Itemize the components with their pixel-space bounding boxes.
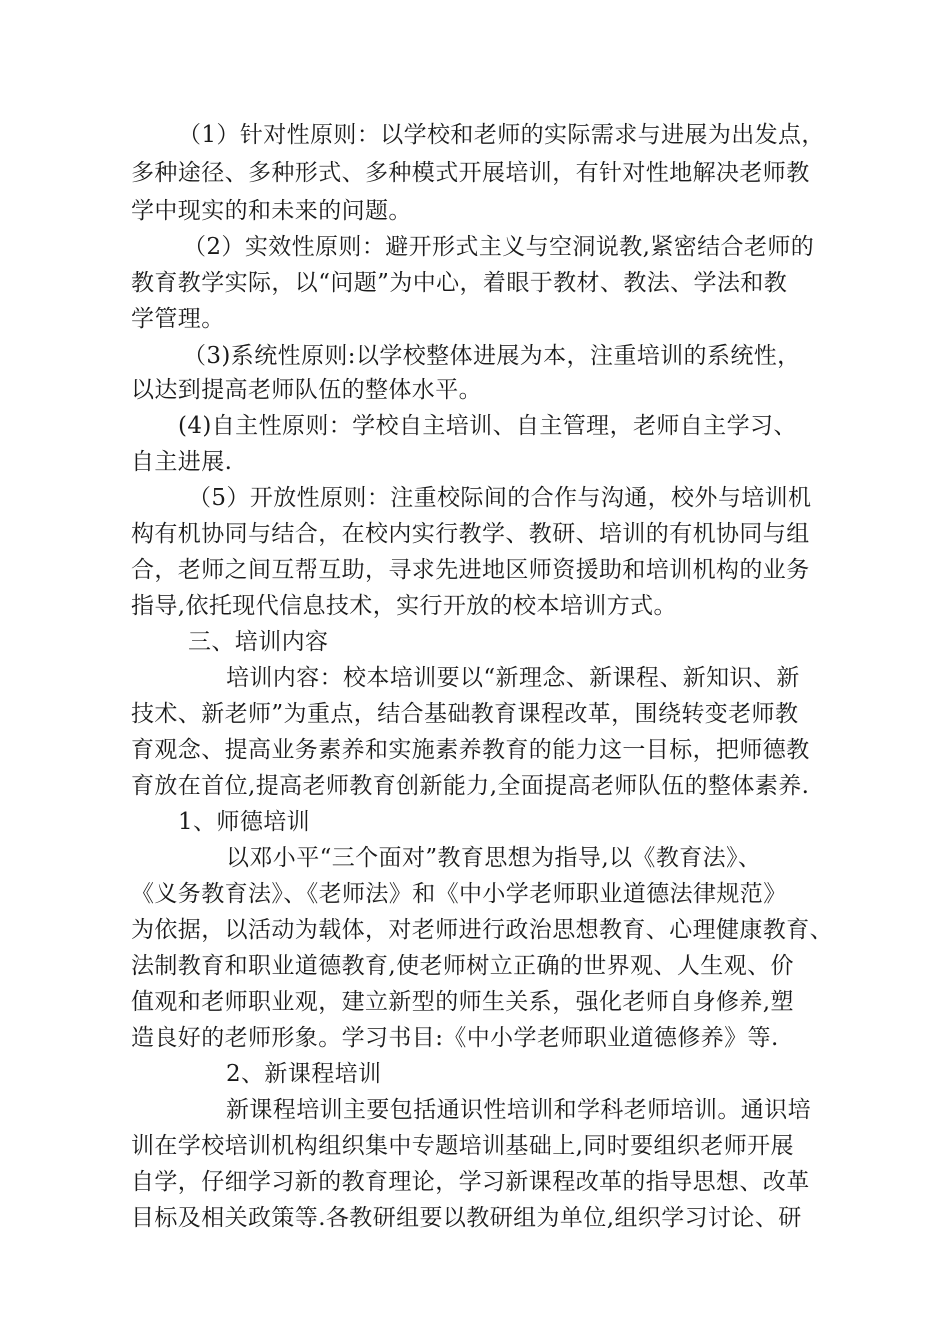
text-line: 教育教学实际，以“问题”为中心，着眼于教材、教法、学法和教 — [131, 270, 788, 296]
text-line: 新课程培训主要包括通识性培训和学科老师培训。通识培 — [226, 1097, 811, 1123]
text-line: （5）开放性原则：注重校际间的合作与沟通，校外与培训机 — [188, 485, 812, 511]
text-line: （2）实效性原则：避开形式主义与空洞说教,紧密结合老师的 — [183, 234, 815, 260]
text-line: 值观和老师职业观，建立新型的师生关系，强化老师自身修养,塑 — [131, 989, 794, 1015]
text-line: 学中现实的和未来的问题。 — [131, 198, 412, 224]
text-line: 育放在首位,提高老师教育创新能力,全面提高老师队伍的整体素养. — [131, 773, 810, 799]
text-line: 为依据，以活动为载体，对老师进行政治思想教育、心理健康教育、 — [131, 917, 833, 943]
text-line: 技术、新老师”为重点，结合基础教育课程改革，围绕转变老师教 — [131, 701, 799, 727]
section-heading: 三、培训内容 — [188, 629, 329, 655]
text-line: 育观念、提高业务素养和实施素养教育的能力这一目标，把师德教 — [131, 737, 810, 763]
text-line: 目标及相关政策等.各教研组要以教研组为单位,组织学习讨论、研 — [131, 1205, 802, 1231]
subsection-heading: 1、师德培训 — [178, 809, 311, 835]
text-line: (4)自主性原则：学校自主培训、自主管理，老师自主学习、 — [178, 413, 797, 439]
text-line: （3)系统性原则:以学校整体进展为本，注重培训的系统性， — [183, 343, 801, 369]
text-line: 合，老师之间互帮互助，寻求先进地区师资援助和培训机构的业务 — [131, 557, 810, 583]
text-line: 自学，仔细学习新的教育理论，学习新课程改革的指导思想、改革 — [131, 1169, 810, 1195]
text-line: 法制教育和职业道德教育,使老师树立正确的世界观、人生观、价 — [131, 953, 794, 979]
text-line: 以达到提高老师队伍的整体水平。 — [131, 377, 482, 403]
text-line: 培训内容：校本培训要以“新理念、新课程、新知识、新 — [226, 665, 800, 691]
text-line: 指导,依托现代信息技术，实行开放的校本培训方式。 — [131, 593, 677, 619]
text-line: 构有机协同与结合，在校内实行教学、教研、培训的有机协同与组 — [131, 521, 810, 547]
text-line: （1）针对性原则：以学校和老师的实际需求与进展为出发点， — [178, 122, 825, 148]
text-line: 多种途径、多种形式、多种模式开展培训，有针对性地解决老师教 — [131, 160, 810, 186]
subsection-heading: 2、新课程培训 — [226, 1061, 382, 1087]
text-line: 以邓小平“三个面对”教育思想为指导,以《教育法》、 — [226, 845, 762, 871]
text-line: 训在学校培训机构组织集中专题培训基础上,同时要组织老师开展 — [131, 1133, 794, 1159]
text-line: 学管理。 — [131, 306, 225, 332]
text-line: 自主进展. — [131, 449, 233, 475]
text-line: 《义务教育法》、《老师法》和《中小学老师职业道德法律规范》 — [131, 881, 787, 907]
text-line: 造良好的老师形象。学习书目:《中小学老师职业道德修养》等. — [131, 1025, 779, 1051]
